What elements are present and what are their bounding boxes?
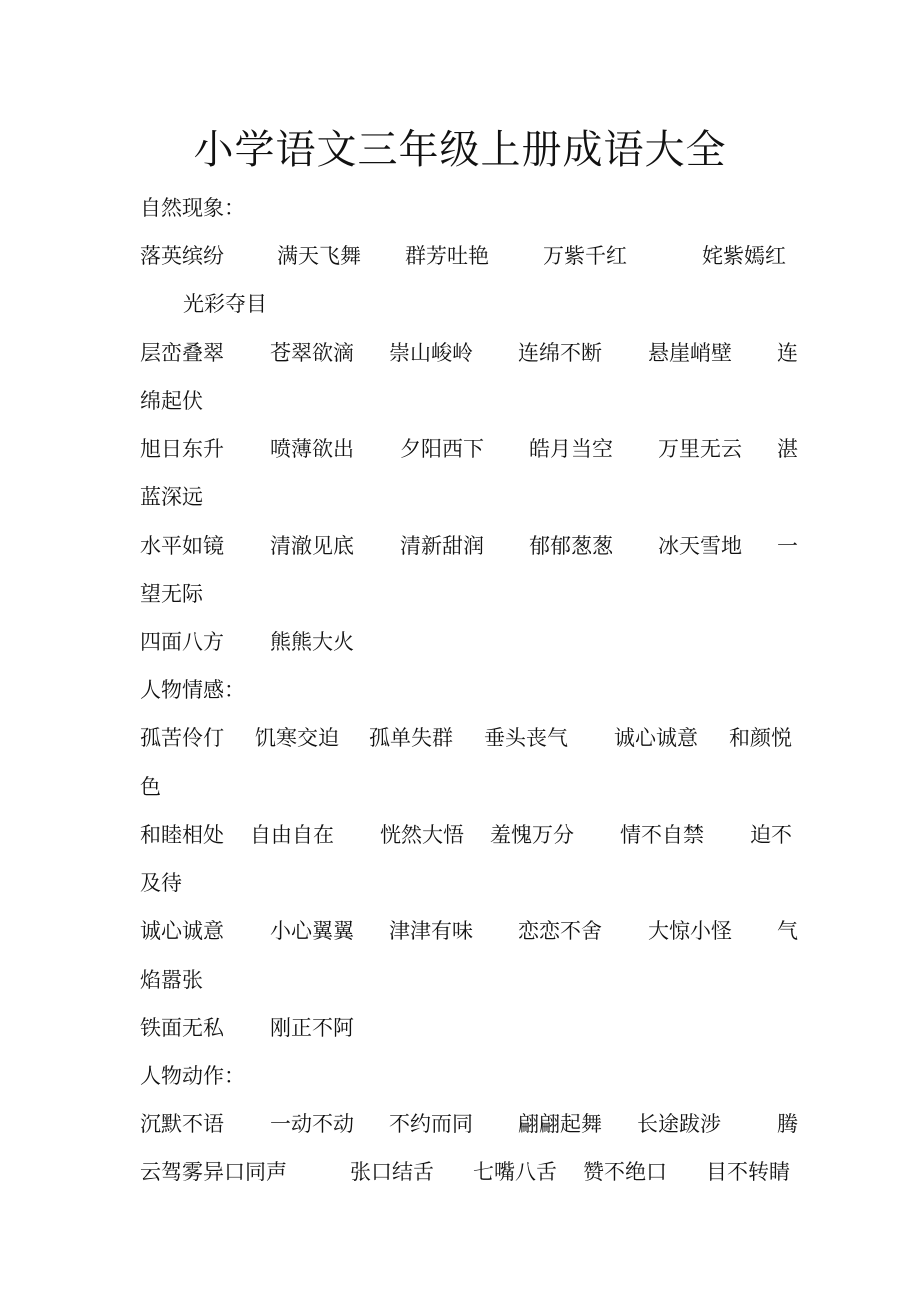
section-heading-text: 人物动作： [140,1064,245,1088]
idiom: 连绵不断 [518,341,602,365]
idiom-row [140,723,800,753]
idiom: 长途跋涉 [637,1112,721,1136]
idiom-fragment: 迫不 [750,823,792,847]
idiom: 四面八方 [140,630,224,654]
idiom: 津津有味 [389,919,473,943]
idiom-fragment: 腾 [777,1112,798,1136]
idiom: 七嘴八舌 [473,1160,557,1184]
idiom-row [140,241,800,271]
idiom: 落英缤纷 [140,244,224,268]
idiom: 刚正不阿 [270,1016,354,1040]
idiom-row [140,1157,800,1187]
idiom: 目不转睛 [706,1160,790,1184]
idiom: 云驾雾异口同声 [140,1160,287,1184]
idiom: 姹紫嫣红 [702,244,786,268]
idiom-row [140,434,800,464]
idiom-fragment: 湛 [777,437,798,461]
idiom: 万紫千红 [543,244,627,268]
idiom-row [140,627,800,657]
idiom: 水平如镜 [140,534,224,558]
idiom: 群芳吐艳 [405,244,489,268]
idiom-row [140,531,800,561]
idiom: 皓月当空 [529,437,613,461]
idiom: 小心翼翼 [270,919,354,943]
page-title: 小学语文三年级上册成语大全 [193,127,727,173]
idiom: 诚心诚意 [140,919,224,943]
idiom: 垂头丧气 [484,726,568,750]
idiom: 情不自禁 [620,823,704,847]
idiom: 羞愧万分 [490,823,574,847]
idiom: 夕阳西下 [400,437,484,461]
idiom: 诚心诚意 [614,726,698,750]
idiom: 铁面无私 [140,1016,224,1040]
idiom: 一动不动 [270,1112,354,1136]
idiom: 张口结舌 [350,1160,434,1184]
idiom: 不约而同 [389,1112,473,1136]
idiom: 喷薄欲出 [270,437,354,461]
idiom: 自由自在 [250,823,334,847]
idiom: 孤苦伶仃 [140,726,224,750]
idiom: 满天飞舞 [277,244,361,268]
idiom: 清澈见底 [270,534,354,558]
idiom-row [140,916,800,946]
idiom: 旭日东升 [140,437,224,461]
idiom: 崇山峻岭 [389,341,473,365]
idiom-fragment: 一 [777,534,798,558]
idiom: 赞不绝口 [583,1160,667,1184]
idiom: 万里无云 [658,437,742,461]
idiom: 沉默不语 [140,1112,224,1136]
idiom-row [140,820,800,850]
idiom-fragment: 连 [777,341,798,365]
idiom-fragment: 色 [140,775,161,799]
idiom: 和睦相处 [140,823,224,847]
idiom-row [140,338,800,368]
idiom: 大惊小怪 [648,919,732,943]
idiom: 郁郁葱葱 [529,534,613,558]
idiom-fragment: 和颜悦 [729,726,792,750]
idiom: 恍然大悟 [380,823,464,847]
idiom: 苍翠欲滴 [270,341,354,365]
idiom: 饥寒交迫 [255,726,339,750]
idiom-fragment: 绵起伏 [140,389,203,413]
idiom-fragment: 及待 [140,871,182,895]
idiom-fragment: 望无际 [140,582,203,606]
idiom: 孤单失群 [369,726,453,750]
idiom: 悬崖峭壁 [648,341,732,365]
idiom-row [140,1013,800,1043]
section-heading-text: 人物情感： [140,678,245,702]
section-heading-text: 自然现象： [140,196,245,220]
idiom-fragment: 焰嚣张 [140,968,203,992]
idiom: 冰天雪地 [658,534,742,558]
idiom: 熊熊大火 [270,630,354,654]
idiom-fragment: 蓝深远 [140,485,203,509]
idiom: 层峦叠翠 [140,341,224,365]
idiom-row [140,1109,800,1139]
idiom: 恋恋不舍 [518,919,602,943]
idiom: 光彩夺目 [183,292,267,316]
idiom: 清新甜润 [400,534,484,558]
idiom: 翩翩起舞 [518,1112,602,1136]
idiom-fragment: 气 [777,919,798,943]
